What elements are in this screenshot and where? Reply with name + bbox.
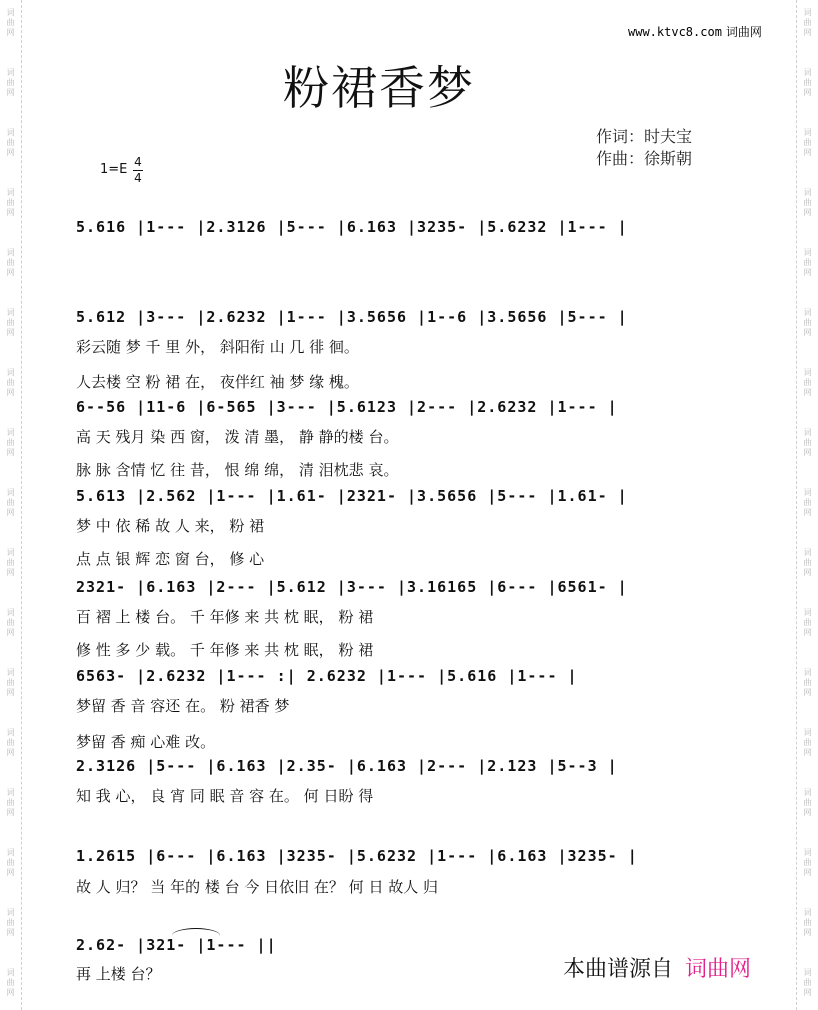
right-watermark-strip <box>796 0 818 1010</box>
notation-row: 1.2615 |6--- |6.163 |3235- |5.6232 |1--- |6.163 |3235- | <box>76 847 638 865</box>
notation-row: 5.612 |3--- |2.6232 |1--- |3.5656 |1--6 |3.5656 |5--- | <box>76 308 628 326</box>
watermark-glyph-group: 词 曲 网 <box>803 728 812 757</box>
time-signature-top: 4 <box>134 155 142 169</box>
watermark-site: 词曲网 <box>725 25 762 39</box>
lyric-line: 彩云随 梦 千 里 外， 斜阳衔 山 几 徘 徊。 <box>76 338 359 356</box>
watermark-glyph-group: 词 曲 网 <box>6 128 15 157</box>
watermark-glyph-group: 词 曲 网 <box>6 728 15 757</box>
lyric-line: 梦 中 依 稀 故 人 来， 粉 裙 <box>76 517 265 535</box>
notation-row: 5.613 |2.562 |1--- |1.61- |2321- |3.5656 |5--- |1.61- | <box>76 487 628 505</box>
watermark-glyph-group: 词 曲 网 <box>803 248 812 277</box>
lyricist-credit: 作词：时夫宝 <box>596 127 693 146</box>
watermark-glyph-group: 词 曲 网 <box>6 548 15 577</box>
lyric-line: 知 我 心， 良 宵 同 眠 音 容 在。 何 日盼 得 <box>76 787 374 805</box>
watermark-glyph-group: 词 曲 网 <box>803 68 812 97</box>
composer-credit: 作曲：徐斯朝 <box>596 149 693 168</box>
watermark-glyph-group: 词 曲 网 <box>803 968 812 997</box>
top-watermark <box>628 23 762 40</box>
watermark-glyph-group: 词 曲 网 <box>803 848 812 877</box>
watermark-glyph-group: 词 曲 网 <box>803 548 812 577</box>
source-text: 本曲谱源自 <box>563 957 674 982</box>
lyric-line: 百 褶 上 楼 台。 千 年修 来 共 枕 眠， 粉 裙 <box>76 608 374 626</box>
song-title: 粉裙香梦 <box>283 61 475 115</box>
watermark-glyph-group: 词 曲 网 <box>6 908 15 937</box>
watermark-glyph-group: 词 曲 网 <box>803 788 812 817</box>
watermark-glyph-group: 词 曲 网 <box>803 428 812 457</box>
notation-row: 2.3126 |5--- |6.163 |2.35- |6.163 |2--- |2.123 |5--3 | <box>76 757 618 775</box>
lyric-line: 再 上楼 台？ <box>76 965 161 983</box>
lyric-line: 梦留 香 痴 心难 改。 <box>76 733 216 751</box>
watermark-glyph-group: 词 曲 网 <box>803 368 812 397</box>
watermark-glyph-group: 词 曲 网 <box>803 488 812 517</box>
watermark-glyph-group: 词 曲 网 <box>6 368 15 397</box>
watermark-glyph-group: 词 曲 网 <box>803 608 812 637</box>
lyric-line: 脉 脉 含情 忆 往 昔， 恨 绵 绵， 清 泪枕悲 哀。 <box>76 461 399 479</box>
time-signature-bottom: 4 <box>134 171 142 185</box>
lyric-line: 梦留 香 音 容还 在。 粉 裙香 梦 <box>76 697 290 715</box>
watermark-glyph-group: 词 曲 网 <box>803 8 812 37</box>
watermark-glyph-group: 词 曲 网 <box>6 248 15 277</box>
watermark-glyph-group: 词 曲 网 <box>803 188 812 217</box>
lyric-line: 修 性 多 少 载。 千 年修 来 共 枕 眠， 粉 裙 <box>76 641 374 659</box>
lyric-line: 故 人 归？ 当 年的 楼 台 今 日依旧 在？ 何 日 故人 归 <box>76 878 438 896</box>
watermark-glyph-group: 词 曲 网 <box>6 308 15 337</box>
notation-row: 6563- |2.6232 |1--- :| 2.6232 |1--- |5.616 |1--- | <box>76 667 578 685</box>
source-footer <box>563 952 751 983</box>
time-signature <box>133 156 143 185</box>
notation-row: 2.62- |321- |1--- || <box>76 936 277 954</box>
key-signature: 1=E <box>100 162 128 177</box>
source-site-link[interactable]: 词曲网 <box>685 957 752 982</box>
watermark-glyph-group: 词 曲 网 <box>6 608 15 637</box>
notation-row: 2321- |6.163 |2--- |5.612 |3--- |3.16165 |6--- |6561- | <box>76 578 628 596</box>
lyric-line: 人去楼 空 粉 裙 在， 夜伴红 袖 梦 缘 槐。 <box>76 373 359 391</box>
left-watermark-strip <box>0 0 22 1010</box>
lyric-line: 点 点 银 辉 恋 窗 台， 修 心 <box>76 550 265 568</box>
watermark-url: www.ktvc8.com <box>628 25 722 39</box>
watermark-glyph-group: 词 曲 网 <box>6 488 15 517</box>
watermark-glyph-group: 词 曲 网 <box>6 8 15 37</box>
watermark-glyph-group: 词 曲 网 <box>803 128 812 157</box>
watermark-glyph-group: 词 曲 网 <box>6 968 15 997</box>
watermark-glyph-group: 词 曲 网 <box>803 668 812 697</box>
notation-row: 6--56 |11-6 |6-565 |3--- |5.6123 |2--- |2.6232 |1--- | <box>76 398 618 416</box>
watermark-glyph-group: 词 曲 网 <box>6 428 15 457</box>
watermark-glyph-group: 词 曲 网 <box>6 848 15 877</box>
notation-row: 5.616 |1--- |2.3126 |5--- |6.163 |3235- |5.6232 |1--- | <box>76 218 628 236</box>
watermark-glyph-group: 词 曲 网 <box>6 788 15 817</box>
watermark-glyph-group: 词 曲 网 <box>6 668 15 697</box>
watermark-glyph-group: 词 曲 网 <box>803 908 812 937</box>
watermark-glyph-group: 词 曲 网 <box>6 188 15 217</box>
watermark-glyph-group: 词 曲 网 <box>803 308 812 337</box>
lyric-line: 高 天 残月 染 西 窗， 泼 清 墨， 静 静的楼 台。 <box>76 428 399 446</box>
watermark-glyph-group: 词 曲 网 <box>6 68 15 97</box>
